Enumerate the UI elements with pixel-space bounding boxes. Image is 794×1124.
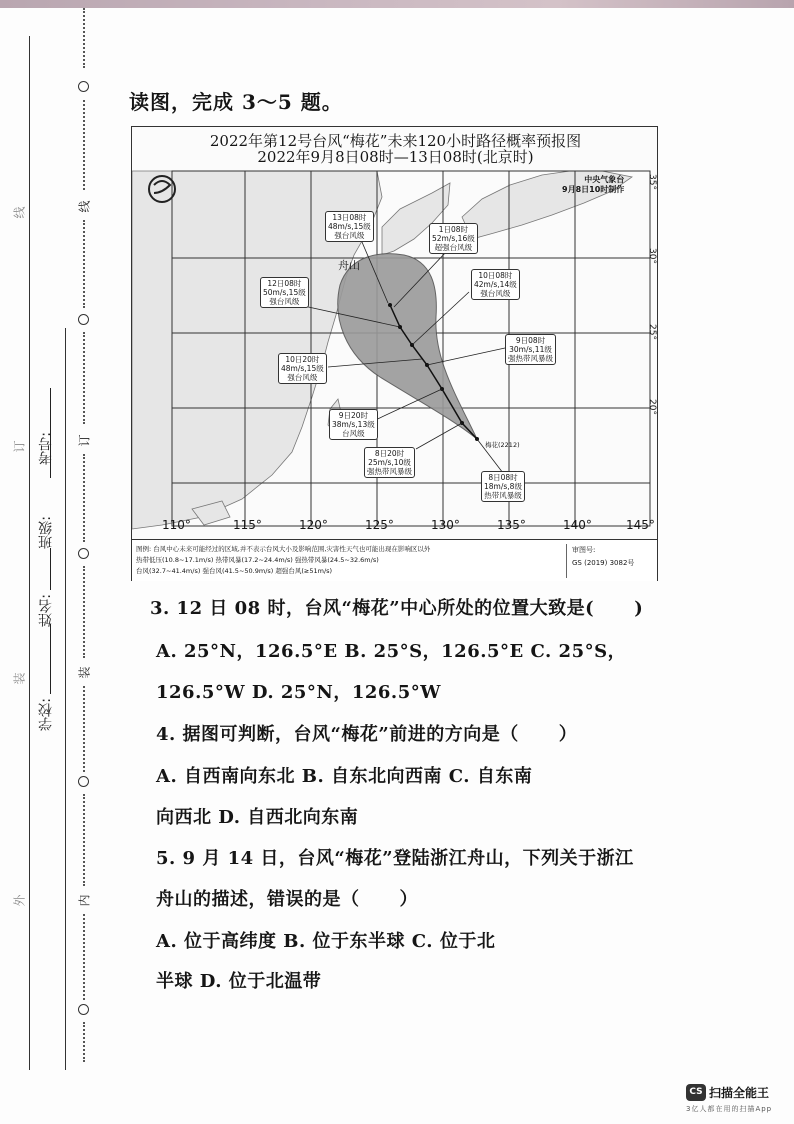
binding-dots (83, 794, 87, 886)
field-name-line[interactable] (50, 548, 51, 590)
binding-hole (78, 81, 89, 92)
binding-outer-ding: 订 (12, 440, 27, 453)
binding-mark-ding: 订 (77, 434, 92, 447)
question-3-options-cont: 126.5°W D. 25°N，126.5°W (156, 682, 441, 703)
question-4-options-cont: 向西北 D. 自西北向东南 (156, 807, 359, 828)
map-legend (132, 539, 657, 581)
binding-dots (83, 686, 87, 772)
binding-dots (83, 1022, 87, 1062)
forecast-box-9d08: 9日08时 30m/s,11级 强热带风暴级 (505, 334, 556, 365)
field-class-label: 班级: (38, 516, 54, 549)
forecast-box-13d08: 13日08时 48m/s,15级 强台风级 (325, 211, 374, 242)
binding-dots (83, 454, 87, 542)
binding-line-outer-2 (65, 328, 66, 1070)
binding-mark-xian: 线 (77, 200, 92, 213)
forecast-box-10d08: 10日08时 42m/s,14级 强台风级 (471, 269, 520, 300)
typhoon-name-label: 梅花(2212) (485, 441, 520, 449)
lon-tick: 120° (299, 518, 328, 532)
question-5-options-cont: 半球 D. 位于北温带 (156, 971, 322, 992)
map-title-line1: 2022年第12号台风“梅花”未来120小时路径概率预报图 (209, 132, 582, 150)
lon-tick: 135° (497, 518, 526, 532)
legend-main-text: 图例: 台风中心未来可能经过的区域,并不表示台风大小及影响范围,灾害性天气也可能出现在影响区以外 (136, 545, 431, 553)
lon-tick: 145° (626, 518, 655, 532)
question-3-options: A. 25°N，126.5°E B. 25°S，126.5°E C. 25°S， (156, 641, 627, 662)
forecast-box-12d08: 12日08时 50m/s,15级 强台风级 (260, 277, 309, 308)
lon-tick: 125° (365, 518, 394, 532)
lon-tick: 130° (431, 518, 460, 532)
binding-hole (78, 548, 89, 559)
scanner-tagline: 3亿人都在用的扫描App (686, 1105, 773, 1113)
forecast-box-10d20: 10日20时 48m/s,15级 强台风级 (278, 353, 327, 384)
top-edge-strip (0, 0, 794, 8)
binding-outer-xian: 线 (12, 206, 27, 219)
map-review-number: 审图号: GS (2019) 3082号 (566, 544, 654, 578)
lon-tick: 140° (563, 518, 592, 532)
forecast-box-8d20: 8日20时 25m/s,10级 强热带风暴级 (364, 447, 415, 478)
binding-margin (0, 8, 100, 1070)
agency-credit: 中央气象台 9月8日10时制作 (562, 175, 625, 194)
map-title-line2: 2022年9月8日08时—13日08时(北京时) (257, 148, 534, 166)
binding-dots (83, 220, 87, 308)
binding-mark-nei: 内 (77, 894, 92, 907)
scanner-watermark (686, 1082, 772, 1114)
question-4-stem: 4. 据图可判断，台风“梅花”前进的方向是（ ） (156, 724, 578, 745)
binding-hole (78, 776, 89, 787)
lon-tick: 115° (233, 518, 262, 532)
binding-dots (83, 914, 87, 1000)
field-name-label: 姓名: (38, 594, 54, 627)
question-5-options: A. 位于高纬度 B. 位于东半球 C. 位于北 (156, 931, 496, 952)
field-exam-no-label: 考号: (38, 432, 54, 465)
legend-row3: 台风(32.7~41.4m/s) 强台风(41.5~50.9m/s) 超强台风(≥51m/s) (136, 567, 333, 575)
binding-dots (83, 100, 87, 190)
binding-outer-wai: 外 (12, 894, 27, 907)
legend-row2: 热带低压(10.8~17.1m/s) 热带风暴(17.2~24.4m/s) 强热带风暴(24.5~32.6m/s) (136, 556, 379, 564)
binding-outer-zhuang: 装 (12, 672, 27, 685)
typhoon-forecast-map (131, 126, 658, 581)
lat-tick: 30° (646, 248, 657, 264)
lat-tick: 35° (646, 174, 657, 190)
section-intro: 读图，完成 3～5 题。 (129, 90, 343, 114)
binding-hole (78, 314, 89, 325)
scanner-brand: 扫描全能王 (709, 1086, 770, 1100)
lat-tick: 20° (646, 399, 657, 415)
field-school-line[interactable] (50, 624, 51, 694)
question-5-stem: 5. 9 月 14 日，台风“梅花”登陆浙江舟山，下列关于浙江 (156, 848, 634, 869)
binding-hole (78, 1004, 89, 1015)
binding-dots (83, 332, 87, 424)
binding-dots (83, 8, 87, 68)
scanner-logo-icon: CS (686, 1084, 706, 1101)
forecast-box-8d08: 8日08时 18m/s,8级 热带风暴级 (481, 471, 525, 502)
binding-dots (83, 566, 87, 658)
forecast-box-9d20: 9日20时 38m/s,13级 台风级 (329, 409, 378, 440)
field-school-label: 学校: (38, 698, 54, 731)
question-5-stem-cont: 舟山的描述，错误的是（ ） (156, 889, 418, 910)
lon-tick: 110° (162, 518, 191, 532)
place-label-zhoushan: 舟山 (338, 259, 360, 272)
question-4-options: A. 自西南向东北 B. 自东北向西南 C. 自东南 (156, 766, 533, 787)
binding-mark-zhuang: 装 (77, 666, 92, 679)
lat-tick: 25° (646, 324, 657, 340)
binding-line-outer (29, 36, 30, 1070)
forecast-box-11d08: 1日08时 52m/s,16级 超强台风级 (429, 223, 478, 254)
question-3-stem: 3. 12 日 08 时，台风“梅花”中心所处的位置大致是( ) (150, 598, 644, 619)
